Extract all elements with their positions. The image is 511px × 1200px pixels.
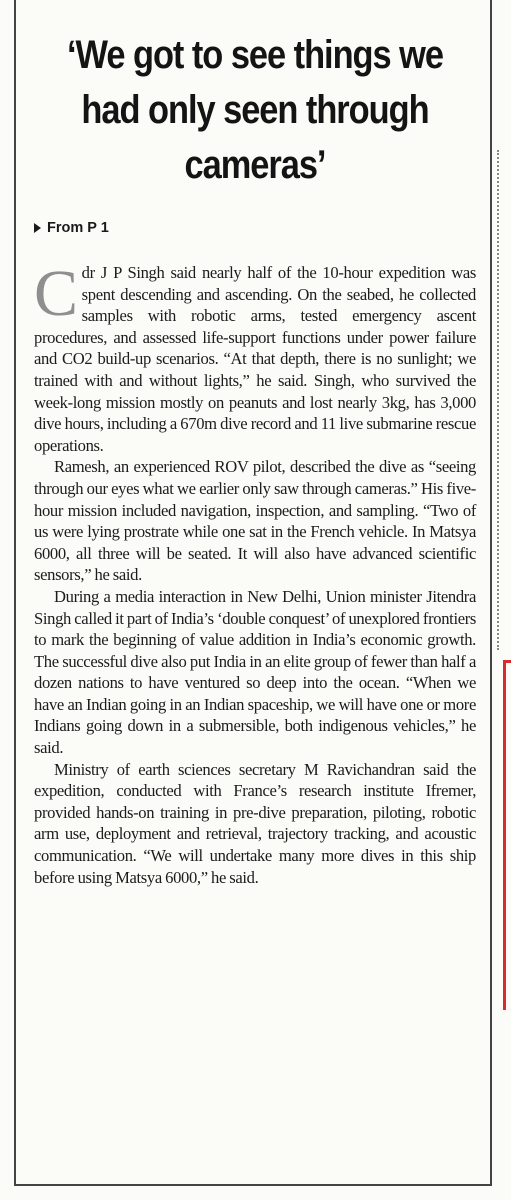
triangle-right-icon xyxy=(34,223,41,233)
continuation-line xyxy=(34,218,109,238)
article-body xyxy=(34,257,476,888)
drop-cap: C xyxy=(34,257,78,330)
paragraph-4: Ministry of earth sciences secretary M Ravichandran said the expedition, conducted with France’s research institute Ifremer, provided hands-on training in pre-dive preparation, piloting, robotic arm use, deployment and retrieval, trajectory tracking, and acoustic communication. “We will undertake many more dives in this ship before using Matsya 6000,” he said. xyxy=(34,759,476,887)
paragraph-2: Ramesh, an experienced ROV pilot, described the dive as “seeing through our eyes what we earlier only saw through cameras.” His five-hour mission included navigation, inspection, and sampling. “Two of us were lying prostrate while one sat in the French vehicle. In Matsya 6000, all three will be seated. It will also have advanced scientific sensors,” he said. xyxy=(34,457,476,585)
adjacent-column-accent-rule xyxy=(503,660,511,1010)
dotted-column-rule xyxy=(497,150,499,650)
column-tick xyxy=(503,0,511,8)
paragraph-1-text: dr J P Singh said nearly half of the 10-hour expedition was spent descending and ascending. On the seabed, he collected samples with robotic arms, tested emergency ascent procedures, and assessed life-support functions under power failure and CO2 build-up scenarios. “At that depth, there is no sunlight; we trained with and without lights,” he said. Singh, who survived the week-long mission mostly on peanuts and lost nearly 3kg, has 3,000 dive hours, including a 670m dive record and 11 live submarine rescue operations. xyxy=(34,263,476,455)
paragraph-3: During a media interaction in New Delhi, Union minister Jitendra Singh called it part of India’s ‘double conquest’ of unexplored frontiers to mark the beginning of value addition in India’s economic growth. The successful dive also put India in an elite group of fewer than half a dozen nations to have ventured so deep into the ocean. “When we have an Indian going in an Indian spaceship, we will have one or more Indians going down in a submersible, both indigenous vehicles,” he said. xyxy=(34,586,476,758)
headline: ‘We got to see things we had only seen through cameras’ xyxy=(67,33,443,187)
continuation-label: From P 1 xyxy=(47,220,109,236)
paragraph-1 xyxy=(34,257,476,456)
